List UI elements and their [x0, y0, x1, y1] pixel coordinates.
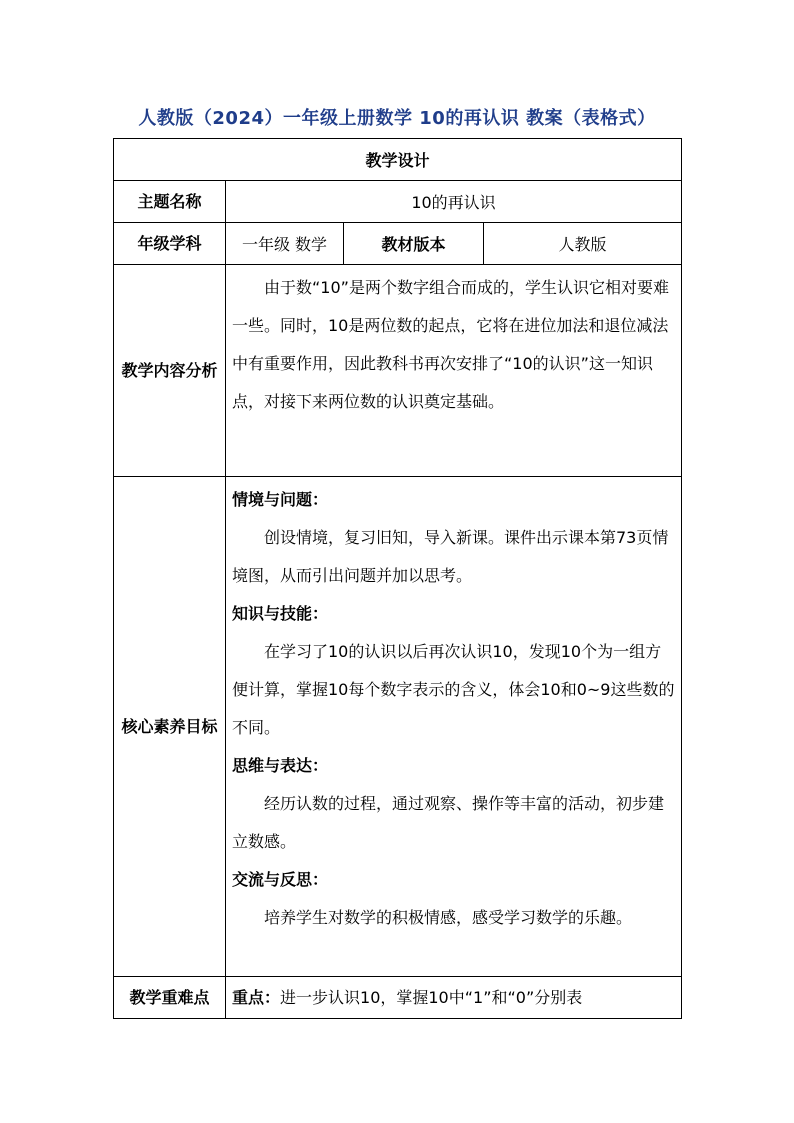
topic-row [114, 181, 682, 223]
key-points-heading: 重点： [232, 987, 281, 1007]
document-title: 人教版（2024）一年级上册数学 10的再认识 教案（表格式） [138, 108, 656, 129]
section-text: 培养学生对数学的积极情感，感受学习数学的乐趣。 [264, 908, 633, 927]
section-text: 经历认数的过程，通过观察、操作等丰富的活动，初步建立数感。 [232, 794, 665, 851]
section-text: 在学习了10的认识以后再次认识10，发现10个为一组方便计算，掌握10每个数字表示的含义，体会10和0~9这些数的不同。 [232, 642, 675, 737]
grade-row [114, 223, 682, 265]
analysis-label: 教学内容分析 [114, 265, 226, 477]
core-label: 核心素养目标 [114, 477, 226, 977]
key-points-label: 教学重难点 [114, 977, 226, 1019]
analysis-cell [226, 265, 682, 477]
section-heading: 思维与表达： [232, 756, 329, 775]
analysis-text: 由于数“10”是两个数字组合而成的，学生认识它相对要难一些。同时，10是两位数的起点，它将在进位加法和退位减法中有重要作用，因此教科书再次安排了“10的认识”这一知识点，对接下来两位数的认识奠定基础。 [232, 278, 669, 411]
key-points-row [114, 977, 682, 1019]
section-heading: 交流与反思： [232, 870, 329, 889]
section-text: 创设情境，复习旧知，导入新课。课件出示课本第73页情境图，从而引出问题并加以思考。 [232, 528, 669, 585]
topic-value: 10的再认识 [226, 181, 682, 223]
edition-value: 人教版 [484, 223, 682, 265]
grade-label: 年级学科 [114, 223, 226, 265]
analysis-row [114, 265, 682, 477]
key-points-cell [226, 977, 682, 1019]
edition-label: 教材版本 [344, 223, 484, 265]
table-header-row [114, 139, 682, 181]
core-row [114, 477, 682, 977]
table-header: 教学设计 [114, 139, 682, 181]
section-heading: 情境与问题： [232, 490, 329, 509]
lesson-plan-table [113, 138, 682, 1019]
section-heading: 知识与技能： [232, 604, 329, 623]
grade-value: 一年级 数学 [226, 223, 344, 265]
core-cell [226, 477, 682, 977]
key-points-text: 进一步认识10，掌握10中“1”和“0”分别表 [280, 987, 583, 1007]
topic-label: 主题名称 [114, 181, 226, 223]
